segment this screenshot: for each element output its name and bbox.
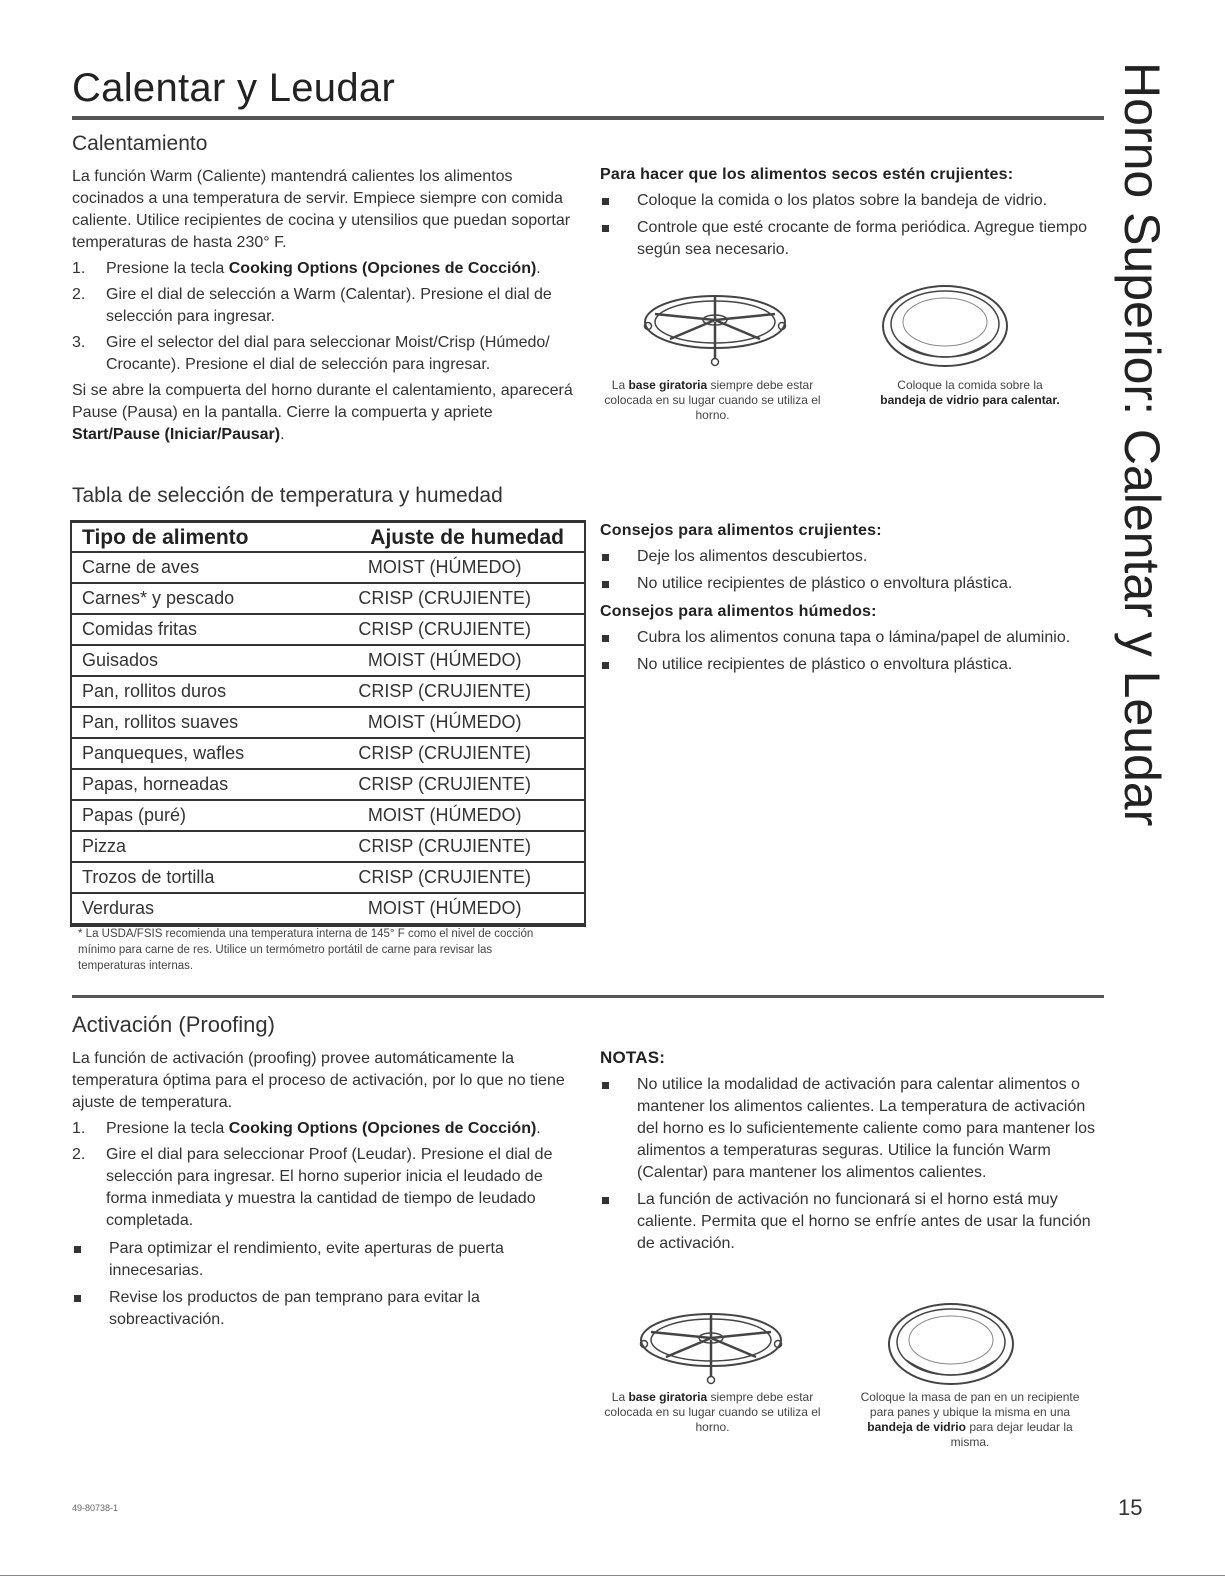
- setting-cell: MOIST (HÚMEDO): [303, 800, 584, 831]
- food-cell: Carne de aves: [72, 552, 303, 583]
- turntable-illustration-2: [636, 1302, 786, 1388]
- caption-text-end: para dejar leudar la misma.: [950, 1420, 1073, 1449]
- document-code: 49-80738-1: [72, 1503, 119, 1513]
- table-footnote: * La USDA/FSIS recomienda una temperatura interna de 145° F como el nivel de cocción mínimo para carne de res. Utilice un termómetro portátil de carne para revisar las temperaturas internas.: [78, 928, 534, 972]
- table-row: [72, 831, 584, 862]
- bullet-text: Cubra los alimentos conuna tapa o lámina/papel de aluminio.: [637, 629, 1071, 646]
- step-number: 2.: [72, 1146, 86, 1163]
- proof-section: [72, 1012, 582, 1336]
- setting-cell: CRISP (CRUJIENTE): [303, 831, 584, 862]
- caption-bold: base giratoria: [628, 378, 708, 392]
- step-text: Gire el dial para seleccionar Proof (Leudar). Presione el dial de selección para ingresar. El horno superior inicia el leudado de forma inmediata y muestra la cantidad de tiempo de leudado completada.: [106, 1146, 553, 1229]
- notes-section: [600, 1048, 1105, 1260]
- caption-text: Coloque la comida sobre la: [897, 378, 1043, 392]
- table-body: [72, 552, 584, 924]
- table-row: [72, 645, 584, 676]
- food-cell: Pan, rollitos suaves: [72, 707, 303, 738]
- bullet-text: Coloque la comida o los platos sobre la bandeja de vidrio.: [637, 192, 1048, 209]
- food-cell: Guisados: [72, 645, 303, 676]
- warm-section: [72, 132, 582, 446]
- proof-steps: [72, 1118, 582, 1232]
- table-row: [72, 862, 584, 893]
- notes-bullets: [600, 1074, 1105, 1255]
- proof-bullets: [72, 1238, 582, 1331]
- caption-text-end: siempre debe estar colocada en su lugar cuando se utiliza el horno.: [604, 378, 821, 422]
- square-bullet-icon: [602, 662, 609, 669]
- door-note-end: .: [280, 426, 285, 443]
- bullet-item: [600, 217, 1105, 261]
- step-item: [72, 1118, 582, 1140]
- step-item: [72, 1144, 582, 1232]
- square-bullet-icon: [602, 225, 609, 232]
- glass-tray-illustration-2: [886, 1300, 1016, 1390]
- turntable-illustration: [640, 284, 790, 370]
- notes-heading: NOTAS:: [600, 1048, 666, 1067]
- setting-cell: CRISP (CRUJIENTE): [303, 738, 584, 769]
- bullet-item: [600, 190, 1105, 212]
- setting-cell: CRISP (CRUJIENTE): [303, 862, 584, 893]
- step-text: Gire el selector del dial para seleccionar Moist/Crisp (Húmedo/ Crocante). Presione el dial de selección para ingresar.: [106, 334, 550, 373]
- page-bottom-edge: [0, 1575, 1225, 1576]
- square-bullet-icon: [74, 1295, 81, 1302]
- humidity-table: [70, 520, 586, 927]
- caption-bold: base giratoria: [628, 1390, 708, 1404]
- step-key-name: Cooking Options (Opciones de Cocción): [228, 260, 537, 277]
- moist-tips-list: [600, 627, 1105, 676]
- bullet-item: [600, 1074, 1105, 1184]
- setting-cell: MOIST (HÚMEDO): [303, 893, 584, 924]
- square-bullet-icon: [602, 554, 609, 561]
- tray-caption: [855, 378, 1085, 408]
- food-cell: Papas, horneadas: [72, 769, 303, 800]
- dough-caption: [855, 1390, 1085, 1450]
- step-text: Presione la tecla: [106, 260, 229, 277]
- caption-bold: bandeja de vidrio: [867, 1420, 966, 1434]
- turntable-caption-2: [600, 1390, 825, 1435]
- bullet-item: [72, 1238, 582, 1282]
- bullet-item: [600, 1189, 1105, 1255]
- turntable-caption: [600, 378, 825, 423]
- food-cell: Trozos de tortilla: [72, 862, 303, 893]
- bullet-item: [600, 654, 1105, 676]
- proof-intro: La función de activación (proofing) provee automáticamente la temperatura óptima para el proceso de activación, por lo que no tiene ajuste de temperatura.: [72, 1050, 565, 1111]
- bullet-item: [600, 627, 1105, 649]
- bullet-text: Deje los alimentos descubiertos.: [637, 548, 868, 565]
- step-text-end: .: [536, 260, 541, 277]
- table-row: [72, 893, 584, 924]
- step-number: 1.: [72, 1120, 86, 1137]
- moist-tips-heading: Consejos para alimentos húmedos:: [600, 603, 877, 620]
- setting-cell: CRISP (CRUJIENTE): [303, 769, 584, 800]
- step-item: [72, 284, 582, 328]
- caption-text: La: [611, 1390, 629, 1404]
- setting-cell: CRISP (CRUJIENTE): [303, 614, 584, 645]
- food-cell: Papas (puré): [72, 800, 303, 831]
- col-header-food: Tipo de alimento: [72, 523, 303, 552]
- crisp-tips-heading: Consejos para alimentos crujientes:: [600, 522, 882, 539]
- food-cell: Pan, rollitos duros: [72, 676, 303, 707]
- table-heading: Tabla de selección de temperatura y humedad: [72, 484, 503, 507]
- food-cell: Panqueques, wafles: [72, 738, 303, 769]
- step-number: 1.: [72, 260, 86, 277]
- warm-heading: Calentamiento: [72, 132, 208, 155]
- bullet-text: Controle que esté crocante de forma periódica. Agregue tiempo según sea necesario.: [637, 219, 1088, 258]
- page-number: 15: [1118, 1495, 1143, 1520]
- step-item: [72, 258, 582, 280]
- bullet-text: No utilice la modalidad de activación para calentar alimentos o mantener los alimentos calientes. La temperatura de activación del horno es lo suficientemente caliente como para mantener los alimentos a temperaturas seguras. Utilice la función Warm (Calentar) para mantener los alimentos calientes.: [637, 1076, 1096, 1181]
- warm-intro: La función Warm (Caliente) mantendrá calientes los alimentos cocinados a una temperatura de servir. Empiece siempre con comida caliente. Utilice recipientes de cocina y utensilios que puedan soportar temperaturas de hasta 230° F.: [72, 168, 571, 251]
- side-title: [1114, 62, 1174, 827]
- side-title-text: Horno Superior: Calentar y Leudar: [1114, 62, 1170, 827]
- step-item: [72, 332, 582, 376]
- table-row: [72, 800, 584, 831]
- table-row: [72, 676, 584, 707]
- bullet-text: No utilice recipientes de plástico o envoltura plástica.: [637, 656, 1013, 673]
- warm-door-note: [72, 380, 582, 446]
- bullet-item: [600, 573, 1105, 595]
- table-row: [72, 707, 584, 738]
- title-rule: [72, 116, 1104, 120]
- food-cell: Verduras: [72, 893, 303, 924]
- square-bullet-icon: [74, 1246, 81, 1253]
- table-row: [72, 769, 584, 800]
- setting-cell: CRISP (CRUJIENTE): [303, 583, 584, 614]
- step-text: Presione la tecla: [106, 1120, 229, 1137]
- setting-cell: MOIST (HÚMEDO): [303, 645, 584, 676]
- bullet-text: No utilice recipientes de plástico o envoltura plástica.: [637, 575, 1013, 592]
- food-cell: Carnes* y pescado: [72, 583, 303, 614]
- bullet-item: [600, 546, 1105, 568]
- crispy-section: [600, 166, 1105, 266]
- tips-section: [600, 522, 1105, 681]
- crispy-heading: Para hacer que los alimentos secos estén crujientes:: [600, 166, 1014, 183]
- table-row: [72, 583, 584, 614]
- table-row: [72, 738, 584, 769]
- step-text: Gire el dial de selección a Warm (Calentar). Presione el dial de selección para ingresar.: [106, 286, 552, 325]
- caption-text: La: [611, 378, 629, 392]
- food-cell: Pizza: [72, 831, 303, 862]
- col-header-setting: Ajuste de humedad: [303, 523, 584, 552]
- square-bullet-icon: [602, 581, 609, 588]
- step-number: 2.: [72, 286, 86, 303]
- warm-steps: [72, 258, 582, 376]
- bullet-text: Revise los productos de pan temprano para evitar la sobreactivación.: [109, 1289, 480, 1328]
- caption-text-end: siempre debe estar colocada en su lugar cuando se utiliza el horno.: [604, 1390, 821, 1434]
- square-bullet-icon: [602, 635, 609, 642]
- table-row: [72, 614, 584, 645]
- glass-tray-illustration: [880, 282, 1010, 372]
- square-bullet-icon: [602, 1082, 609, 1089]
- page-title: Calentar y Leudar: [72, 66, 396, 110]
- start-pause-key: Start/Pause (Iniciar/Pausar): [72, 426, 281, 443]
- caption-text: Coloque la masa de pan en un recipiente para panes y ubique la misma en una: [860, 1390, 1080, 1419]
- square-bullet-icon: [602, 198, 609, 205]
- step-key-name: Cooking Options (Opciones de Cocción): [228, 1120, 537, 1137]
- proof-heading: Activación (Proofing): [72, 1012, 275, 1037]
- setting-cell: MOIST (HÚMEDO): [303, 552, 584, 583]
- door-note-text: Si se abre la compuerta del horno durante el calentamiento, aparecerá Pause (Pausa) en la pantalla. Cierre la compuerta y apriete: [72, 382, 573, 421]
- setting-cell: CRISP (CRUJIENTE): [303, 676, 584, 707]
- table-row: [72, 552, 584, 583]
- food-cell: Comidas fritas: [72, 614, 303, 645]
- setting-cell: MOIST (HÚMEDO): [303, 707, 584, 738]
- caption-bold: bandeja de vidrio para calentar.: [880, 393, 1060, 407]
- bullet-text: Para optimizar el rendimiento, evite aperturas de puerta innecesarias.: [109, 1240, 504, 1279]
- crispy-bullets: [600, 190, 1105, 261]
- bullet-text: La función de activación no funcionará si el horno está muy caliente. Permita que el horno se enfríe antes de usar la función de activación.: [637, 1191, 1091, 1252]
- crisp-tips-list: [600, 546, 1105, 595]
- square-bullet-icon: [602, 1197, 609, 1204]
- step-number: 3.: [72, 334, 86, 351]
- step-text-end: .: [536, 1120, 541, 1137]
- section-rule: [72, 995, 1104, 998]
- bullet-item: [72, 1287, 582, 1331]
